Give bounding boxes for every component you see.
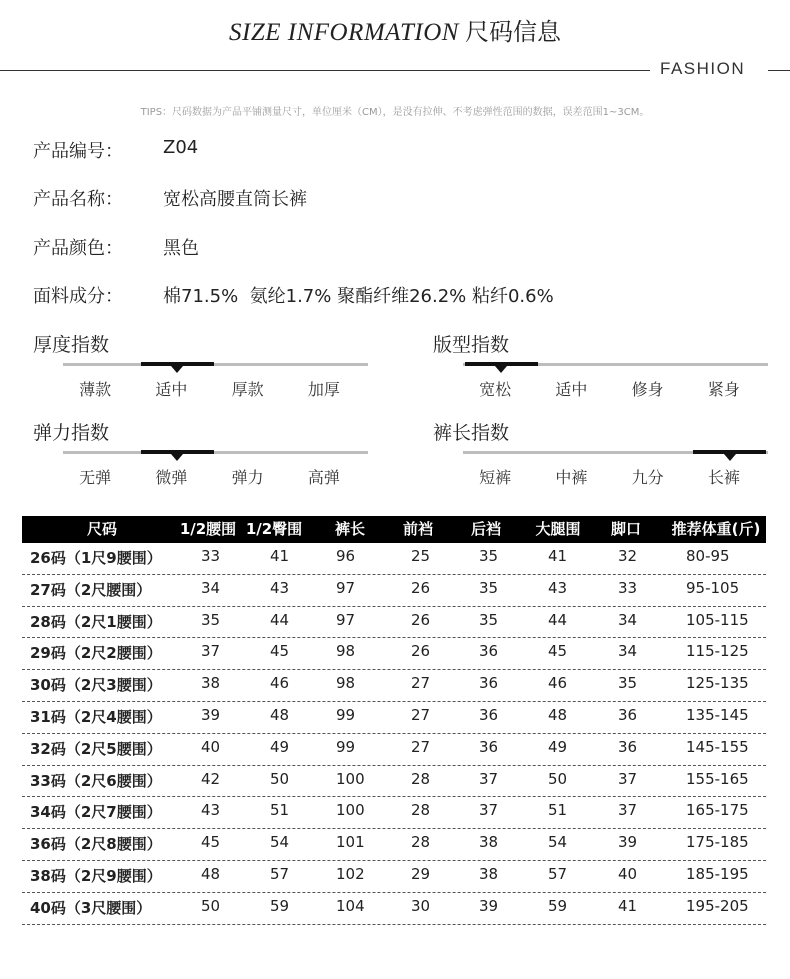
table-cell: 27 bbox=[411, 674, 431, 693]
table-cell-size: 33码（2尺6腰围） bbox=[30, 771, 162, 790]
table-cell: 105-115 bbox=[686, 610, 749, 629]
product-color-label: 产品颜色： bbox=[33, 238, 123, 259]
title-en: SIZE INFORMATION bbox=[229, 19, 459, 46]
fit-scale-option: 修身 bbox=[631, 380, 664, 399]
thickness-scale bbox=[33, 330, 369, 400]
fit-scale-option: 适中 bbox=[555, 380, 588, 399]
product-id-label: 产品编号： bbox=[33, 141, 123, 162]
table-cell: 49 bbox=[548, 737, 568, 756]
table-cell: 165-175 bbox=[686, 801, 749, 820]
elasticity-scale-option: 弹力 bbox=[231, 468, 264, 487]
table-row bbox=[22, 607, 766, 639]
table-cell: 26 bbox=[411, 578, 431, 597]
table-row bbox=[22, 638, 766, 670]
table-cell: 37 bbox=[618, 801, 638, 820]
table-cell: 99 bbox=[336, 737, 356, 756]
elasticity-scale-option: 微弹 bbox=[155, 468, 188, 487]
table-cell: 95-105 bbox=[686, 578, 740, 597]
table-cell: 39 bbox=[201, 706, 221, 724]
table-header-cell: 推荐体重(斤) bbox=[671, 520, 761, 538]
table-header-cell: 裤长 bbox=[334, 520, 365, 538]
table-cell: 97 bbox=[336, 610, 356, 629]
table-cell: 27 bbox=[411, 737, 431, 756]
table-cell: 36 bbox=[618, 737, 638, 756]
fit-scale bbox=[433, 330, 769, 400]
thickness-scale-option: 适中 bbox=[155, 380, 188, 399]
table-cell: 42 bbox=[201, 769, 221, 788]
length-scale-option: 九分 bbox=[631, 468, 664, 487]
thickness-scale-option: 加厚 bbox=[307, 380, 340, 399]
table-cell-size: 32码（2尺5腰围） bbox=[30, 739, 162, 758]
table-cell: 36 bbox=[479, 674, 499, 693]
table-cell: 38 bbox=[201, 674, 221, 693]
table-cell-size: 30码（2尺3腰围） bbox=[30, 676, 162, 695]
table-cell: 175-185 bbox=[686, 833, 749, 852]
table-cell: 28 bbox=[411, 769, 431, 788]
fit-scale-pointer-icon bbox=[495, 366, 507, 373]
product-color-value: 黑色 bbox=[163, 238, 199, 259]
elasticity-scale-title: 弹力指数 bbox=[33, 422, 110, 444]
table-cell: 34 bbox=[201, 578, 221, 597]
table-row bbox=[22, 766, 766, 798]
table-cell-size: 36码（2尺8腰围） bbox=[30, 835, 162, 854]
table-cell: 36 bbox=[479, 706, 499, 724]
table-cell: 100 bbox=[336, 801, 365, 820]
table-cell-size: 40码（3尺腰围） bbox=[30, 898, 152, 917]
table-cell: 37 bbox=[479, 801, 499, 820]
table-cell: 41 bbox=[270, 547, 290, 565]
table-cell: 33 bbox=[201, 547, 221, 565]
table-cell: 26 bbox=[411, 610, 431, 629]
product-name-value: 宽松高腰直筒长裤 bbox=[163, 189, 307, 210]
table-cell: 48 bbox=[201, 865, 221, 883]
table-row bbox=[22, 702, 766, 734]
table-cell: 54 bbox=[270, 833, 290, 852]
fit-scale-option: 紧身 bbox=[707, 380, 740, 399]
table-cell: 39 bbox=[479, 896, 499, 915]
table-row bbox=[22, 734, 766, 766]
length-scale-option: 短裤 bbox=[479, 468, 512, 487]
product-id-value: Z04 bbox=[163, 137, 199, 158]
table-cell: 98 bbox=[336, 674, 356, 693]
table-cell: 145-155 bbox=[686, 737, 749, 756]
table-cell-size: 29码（2尺2腰围） bbox=[30, 644, 162, 663]
table-cell-size: 27码（2尺腰围） bbox=[30, 580, 152, 599]
table-header-cell: 1/2臀围 bbox=[245, 520, 303, 538]
fit-scale-title: 版型指数 bbox=[433, 334, 510, 356]
table-row bbox=[22, 575, 766, 607]
table-cell: 35 bbox=[479, 610, 499, 629]
table-cell: 37 bbox=[618, 769, 638, 788]
table-header-cell: 脚口 bbox=[610, 520, 641, 538]
elasticity-scale-option: 无弹 bbox=[79, 468, 112, 487]
table-cell: 36 bbox=[479, 737, 499, 756]
table-cell: 59 bbox=[270, 896, 290, 915]
table-cell: 27 bbox=[411, 706, 431, 724]
table-cell: 43 bbox=[270, 578, 290, 597]
length-scale bbox=[433, 418, 769, 488]
table-cell: 100 bbox=[336, 769, 365, 788]
table-cell: 32 bbox=[618, 547, 638, 565]
table-cell: 25 bbox=[411, 547, 431, 565]
elasticity-scale-track bbox=[63, 451, 368, 454]
table-cell: 41 bbox=[618, 896, 638, 915]
table-cell: 43 bbox=[201, 801, 221, 820]
length-scale-pointer-icon bbox=[724, 454, 736, 461]
table-row bbox=[22, 543, 766, 575]
table-row bbox=[22, 797, 766, 829]
table-cell: 35 bbox=[479, 547, 499, 565]
table-cell: 45 bbox=[270, 642, 290, 661]
table-cell: 50 bbox=[270, 769, 290, 788]
table-cell-size: 38码（2尺9腰围） bbox=[30, 867, 162, 885]
elasticity-scale bbox=[33, 418, 369, 488]
table-cell: 29 bbox=[411, 865, 431, 883]
table-cell: 37 bbox=[201, 642, 221, 661]
table-header-cell: 大腿围 bbox=[535, 520, 581, 538]
table-cell: 54 bbox=[548, 833, 568, 852]
table-cell: 43 bbox=[548, 578, 568, 597]
table-cell: 51 bbox=[548, 801, 568, 820]
table-cell: 99 bbox=[336, 706, 356, 724]
table-header-cell: 前裆 bbox=[402, 520, 433, 538]
thickness-scale-track bbox=[63, 363, 368, 366]
table-cell-size: 26码（1尺9腰围） bbox=[30, 549, 162, 567]
size-table-header bbox=[22, 516, 766, 543]
table-cell: 46 bbox=[548, 674, 568, 693]
table-cell: 36 bbox=[479, 642, 499, 661]
table-cell: 185-195 bbox=[686, 865, 749, 883]
table-cell: 38 bbox=[479, 833, 499, 852]
table-cell: 50 bbox=[201, 896, 221, 915]
table-cell: 101 bbox=[336, 833, 365, 852]
table-cell: 28 bbox=[411, 801, 431, 820]
thickness-scale-title: 厚度指数 bbox=[33, 334, 110, 356]
table-header-cell: 后裆 bbox=[470, 520, 501, 538]
table-cell: 45 bbox=[548, 642, 568, 661]
table-cell: 50 bbox=[548, 769, 568, 788]
table-cell: 37 bbox=[479, 769, 499, 788]
table-cell: 39 bbox=[618, 833, 638, 852]
table-cell: 38 bbox=[479, 865, 499, 883]
table-row bbox=[22, 861, 766, 893]
table-cell: 36 bbox=[618, 706, 638, 724]
table-cell: 195-205 bbox=[686, 896, 749, 915]
product-name-label: 产品名称： bbox=[33, 189, 123, 210]
table-row bbox=[22, 893, 766, 925]
table-cell: 49 bbox=[270, 737, 290, 756]
header-divider-left bbox=[0, 70, 650, 71]
table-cell: 35 bbox=[201, 610, 221, 629]
table-cell: 98 bbox=[336, 642, 356, 661]
table-cell: 46 bbox=[270, 674, 290, 693]
table-cell: 57 bbox=[270, 865, 290, 883]
length-scale-option: 中裤 bbox=[555, 468, 588, 487]
table-header-cell: 1/2腰围 bbox=[179, 520, 237, 538]
table-cell: 45 bbox=[201, 833, 221, 852]
page-title bbox=[0, 12, 790, 47]
fit-scale-option: 宽松 bbox=[479, 380, 512, 399]
table-cell-size: 31码（2尺4腰围） bbox=[30, 708, 162, 726]
table-cell: 125-135 bbox=[686, 674, 749, 693]
elasticity-scale-option: 高弹 bbox=[307, 468, 340, 487]
table-cell: 26 bbox=[411, 642, 431, 661]
table-cell: 59 bbox=[548, 896, 568, 915]
title-cn: 尺码信息 bbox=[464, 18, 561, 46]
table-cell: 40 bbox=[201, 737, 221, 756]
fabric-label: 面料成分： bbox=[33, 286, 123, 307]
table-cell: 135-145 bbox=[686, 706, 749, 724]
table-cell: 35 bbox=[618, 674, 638, 693]
table-cell-size: 28码（2尺1腰围） bbox=[30, 612, 162, 631]
tips-text: TIPS：尺码数据为产品平铺测量尺寸，单位厘米（CM），是没有拉伸、不考虑弹性范围的数据，误差范围1~3CM。 bbox=[140, 107, 650, 118]
length-scale-option: 长裤 bbox=[707, 468, 740, 487]
table-row bbox=[22, 670, 766, 702]
table-cell: 104 bbox=[336, 896, 365, 915]
table-cell: 80-95 bbox=[686, 547, 730, 565]
table-cell: 115-125 bbox=[686, 642, 749, 661]
table-row bbox=[22, 829, 766, 861]
table-cell: 48 bbox=[548, 706, 568, 724]
table-header-cell: 尺码 bbox=[86, 520, 117, 538]
table-cell: 34 bbox=[618, 610, 638, 629]
fabric-value: 棉71.5% 氨纶1.7% 聚酯纤维26.2% 粘纤0.6% bbox=[163, 286, 554, 307]
table-cell: 44 bbox=[270, 610, 290, 629]
header-divider-right bbox=[768, 70, 790, 71]
fashion-label: FASHION bbox=[660, 59, 746, 78]
table-cell: 41 bbox=[548, 547, 568, 565]
elasticity-scale-pointer-icon bbox=[171, 454, 183, 461]
table-cell: 34 bbox=[618, 642, 638, 661]
table-cell: 44 bbox=[548, 610, 568, 629]
length-scale-title: 裤长指数 bbox=[433, 422, 510, 444]
table-cell: 33 bbox=[618, 578, 638, 597]
table-cell: 51 bbox=[270, 801, 290, 820]
table-cell: 48 bbox=[270, 706, 290, 724]
table-cell: 35 bbox=[479, 578, 499, 597]
thickness-scale-option: 厚款 bbox=[231, 380, 264, 399]
thickness-scale-option: 薄款 bbox=[79, 380, 112, 399]
thickness-scale-pointer-icon bbox=[171, 366, 183, 373]
table-cell: 40 bbox=[618, 865, 638, 883]
table-cell: 57 bbox=[548, 865, 568, 883]
table-cell-size: 34码（2尺7腰围） bbox=[30, 803, 162, 822]
table-cell: 97 bbox=[336, 578, 356, 597]
table-cell: 102 bbox=[336, 865, 365, 883]
table-cell: 30 bbox=[411, 896, 431, 915]
table-cell: 28 bbox=[411, 833, 431, 852]
table-cell: 155-165 bbox=[686, 769, 749, 788]
table-cell: 96 bbox=[336, 547, 356, 565]
